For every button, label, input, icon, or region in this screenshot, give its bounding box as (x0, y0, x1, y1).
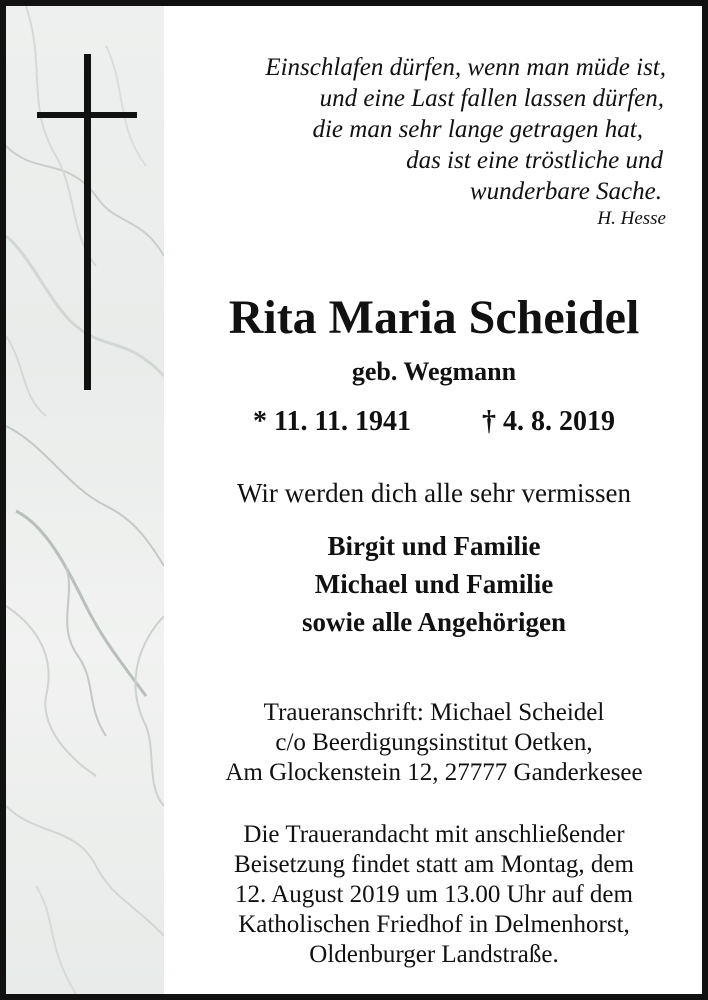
poem-line: wunderbare Sache. (469, 178, 662, 205)
poem-line: Einschlafen dürfen, wenn man müde ist, (265, 54, 666, 81)
mourner-line: Birgit und Familie (327, 531, 541, 561)
mourners-list (166, 527, 702, 641)
mourner-line: Michael und Familie (314, 569, 554, 599)
cross-horizontal-bar (37, 112, 137, 118)
poem-line: das ist eine tröstliche und (406, 147, 663, 174)
service-line: Die Trauerandacht mit anschließender (243, 821, 625, 848)
birth-date: * 11. 11. 1941 (253, 406, 411, 437)
poem-author: H. Hesse (597, 208, 666, 229)
address-line: c/o Beerdigungsinstitut Oetken, (275, 729, 593, 756)
service-line: Beisetzung findet statt am Montag, dem (234, 851, 634, 878)
death-date: † 4. 8. 2019 (481, 406, 615, 437)
cross-icon (37, 54, 137, 390)
poem-quote (196, 52, 666, 230)
cross-vertical-bar (84, 54, 91, 390)
service-line: Oldenburger Landstraße. (309, 941, 559, 968)
deceased-name: Rita Maria Scheidel (228, 291, 640, 344)
birth-name: geb. Wegmann (351, 357, 517, 386)
life-dates (166, 404, 702, 440)
mourning-address (166, 698, 702, 788)
poem-line: und eine Last fallen lassen dürfen, (319, 85, 664, 112)
service-line: Katholischen Friedhof in Delmenhorst, (238, 911, 630, 938)
mourner-line: sowie alle Angehörigen (302, 607, 566, 637)
poem-line: die man sehr lange getragen hat, (312, 116, 643, 143)
address-line: Traueranschrift: Michael Scheidel (263, 699, 605, 726)
address-line: Am Glockenstein 12, 27777 Ganderkesee (225, 759, 643, 786)
service-info (166, 820, 702, 970)
service-line: 12. August 2019 um 13.00 Uhr auf dem (235, 881, 633, 908)
farewell-sentence: Wir werden dich alle sehr vermissen (236, 478, 632, 508)
